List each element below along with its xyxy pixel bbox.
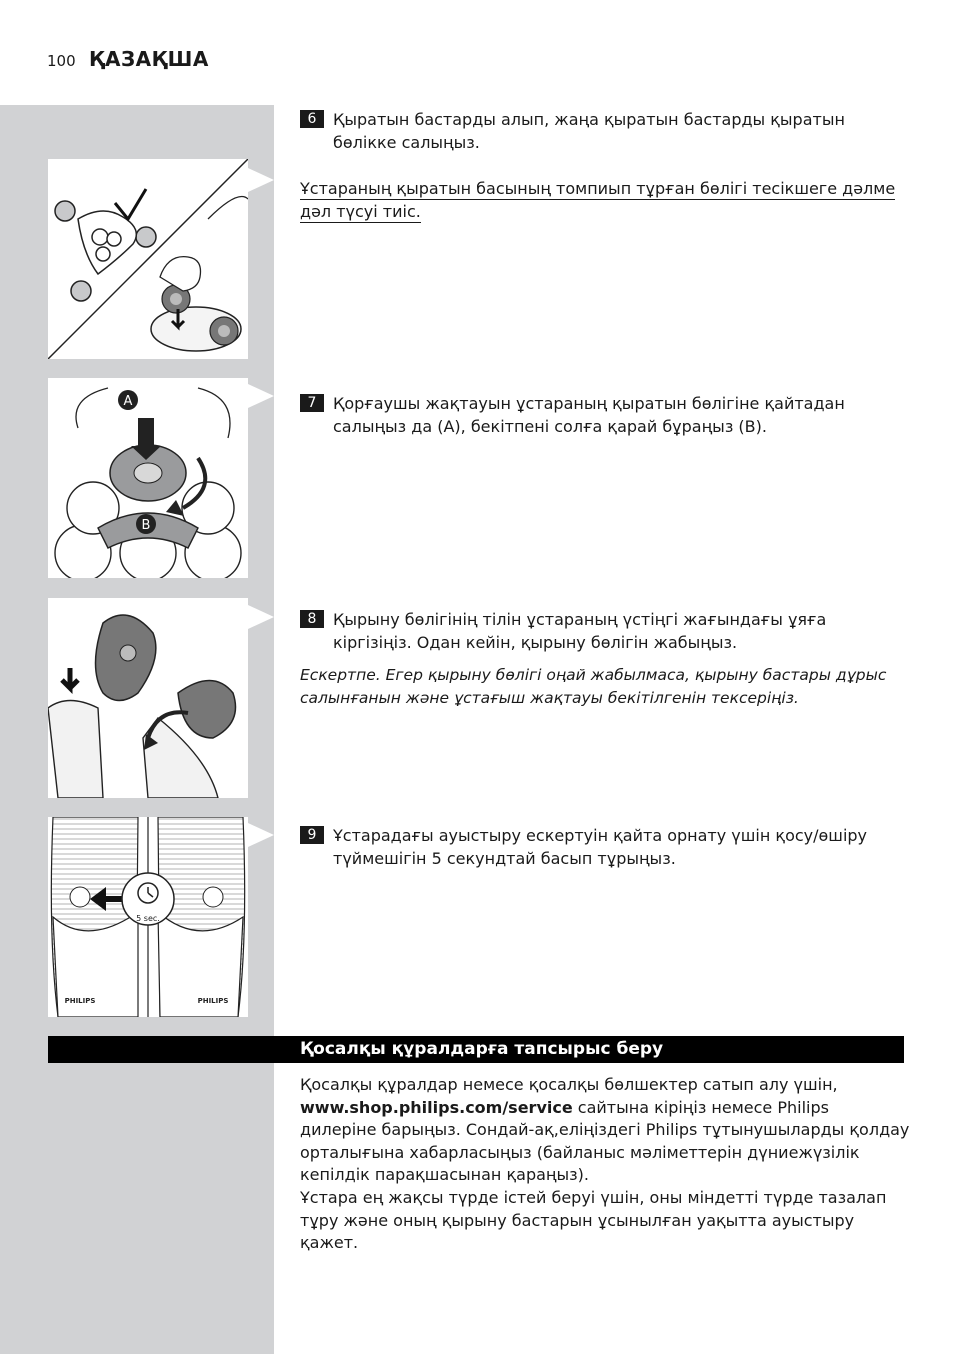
note-step-8: Ескертпе. Егер қырыну бөлігі оңай жабылмаса, қырыну бастары дұрыс салынғанын және ұстағыш жақтауы бекітілгенін тексеріңіз. — [300, 666, 887, 707]
underlined-note — [300, 177, 904, 223]
step-number: 8 — [300, 610, 324, 628]
figure-pointer — [248, 384, 274, 408]
page-number: 100 — [47, 52, 76, 70]
underlined-note-text: Ұстараның қыратын басының томпиып тұрған бөлігі тесікшеге дәлме дәл түсуі тиіс. — [300, 179, 896, 221]
label-b: B — [141, 518, 151, 533]
figure-pointer — [248, 605, 274, 629]
para1-text: Қосалқы құралдар немесе қосалқы бөлшектер сатып алу үшін, — [300, 1075, 838, 1094]
figure-pointer — [248, 168, 274, 192]
figure-step-8 — [48, 598, 248, 798]
shop-url-link[interactable]: www.shop.philips.com/service — [300, 1097, 573, 1117]
section-paragraph-1 — [300, 1074, 910, 1187]
step-number: 9 — [300, 826, 324, 844]
figure-step-9 — [48, 817, 248, 1017]
step-text: Қорғаушы жақтауын ұстараның қыратын бөлігіне қайтадан салыңыз да (A), бекітпені солға қарай бұраңыз (B). — [333, 394, 845, 436]
brand-right: PHILIPS — [197, 997, 229, 1005]
step-7 — [300, 392, 910, 438]
timer-label: 5 sec. — [136, 914, 160, 923]
para1-text-after: сайтына кіріңіз немесе Philips дилеріне барыңыз. Сондай-ақ,еліңіздегі Philips тұтынушыларды қолдау орталығына хабарласыңыз (байланыс мәліметтерін дүниежүзілік кепілдік парақшасынан қараңыз). — [300, 1097, 910, 1184]
figure-pointer — [248, 823, 274, 847]
figure-step-6 — [48, 159, 248, 359]
step-text: Қырыну бөлігінің тілін ұстараның үстіңгі жағындағы ұяға кіргізіңіз. Одан кейін, қырыну бөлігін жабыңыз. — [333, 610, 827, 652]
section-header-bar — [48, 1036, 904, 1063]
step-text: Қыратын бастарды алып, жаңа қыратын бастарды қыратын бөлікке салыңыз. — [333, 110, 845, 152]
step-number: 7 — [300, 394, 324, 412]
step-6 — [300, 108, 910, 154]
section-title: Қосалқы құралдарға тапсырыс беру — [300, 1039, 664, 1059]
step-number: 6 — [300, 110, 324, 128]
language-heading: ҚАЗАҚША — [89, 47, 209, 71]
step-text: Ұстарадағы ауыстыру ескертуін қайта орнату үшін қосу/өшіру түймешігін 5 секундтай басып тұрыңыз. — [333, 826, 868, 868]
section-paragraph-2: Ұстара ең жақсы түрде істей беруі үшін, оны міндетті түрде тазалап тұру және оның қырыну бастарын ұсынылған уақытта ауыстыру қажет. — [300, 1188, 887, 1252]
figure-step-7 — [48, 378, 248, 578]
step-9 — [300, 824, 910, 870]
brand-left: PHILIPS — [64, 997, 96, 1005]
step-8 — [300, 608, 910, 654]
label-a: A — [123, 394, 133, 409]
